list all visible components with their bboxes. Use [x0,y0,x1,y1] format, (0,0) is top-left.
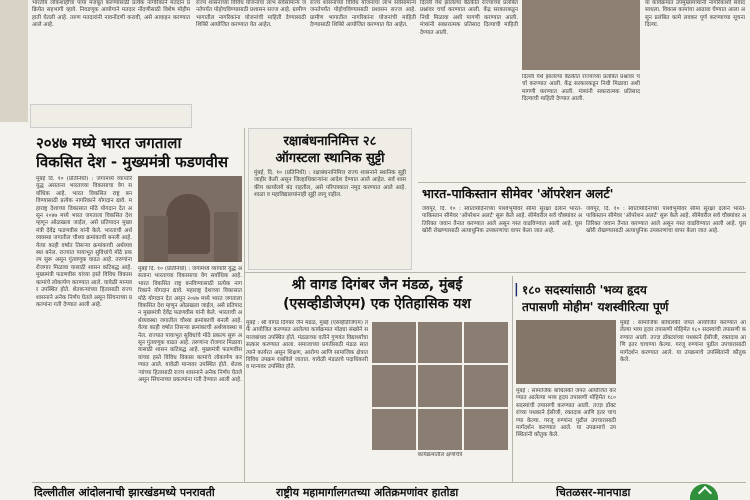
hriday-mohim-body-continued: मुंबई : सामाजिक बांधिलकी जपत आयोजित करण्यात आलेल्या भव्य हृदय तपासणी मोहिमेत १८० सदस्यांची तपासणी करण्यात आली. तज्ज्ञ डॉक्टरांच्या पथकाने ईसीजी, रक्तदाब आणि इतर चाचण्या केल्या. गरजू रुग्णांना पुढील उपचारासाठी मार्गदर्शन करण्यात आले. या उपक्रमाचे उपस्थितांनी कौतुक केले. [620,320,746,364]
divider [244,272,746,273]
top-mid2-body: राज्य शासनाच्या विविध योजनांचा लाभ सर्वसामान्य जनतेपर्यंत पोहोचविण्यासाठी प्रशासन सज्ज आहे. ग्रामीण भागातील नागरिकांना योजनांची माहिती देण्यासाठी शिबिरे आयोजित करण्यात येत आहेत. [310,0,416,29]
top-right-article [420,0,518,180]
collage-photo [372,365,416,406]
rakshabandhan-box [248,128,412,270]
divider [32,482,746,483]
bharat-2047-headline-line1: २०४७ मध्ये भारत जगताला [36,134,182,152]
bharat-2047-headline [36,134,260,172]
top-left-body: भारतीय लोकशाहीचा पाया मजबूत करण्यासाठी प्रत्येक नागरिकाने मतदान प्रक्रियेत सहभागी व्हावे. निवडणूक आयोगाने मतदार नोंदणीसाठी विशेष मोहीम हाती घेतली आहे. तरुण मतदारांनी नावनोंदणी करावी, असे आवाहन करण्यात आले आहे. [32,0,190,29]
operation-alert-headline: भारत-पाकिस्तान सीमेवर 'ऑपरेशन अलर्ट' [422,186,614,201]
jain-mandal-body [246,320,368,480]
jain-mandal-headline [244,276,510,314]
bottom-mid-headline: राष्ट्रीय महामार्गालगतच्या अतिक्रमणांवर हातोडा [276,486,459,499]
hriday-mohim-body: मुंबई : सामाजिक बांधिलकी जपत आयोजित करण्यात आलेल्या भव्य हृदय तपासणी मोहिमेत १८० सदस्यांची तपासणी करण्यात आली. तज्ज्ञ डॉक्टरांच्या पथकाने ईसीजी, रक्तदाब आणि इतर चाचण्या केल्या. गरजू रुग्णांना पुढील उपचारासाठी मार्गदर्शन करण्यात आले. या उपक्रमाचे उपस्थितांनी कौतुक केले. [516,388,616,439]
collage-photo [372,409,416,450]
operation-alert-body-col2 [586,206,746,272]
rakshabandhan-headline [249,133,411,167]
bharat-2047-body-col2 [138,266,242,496]
rakshabandhan-body: मुंबई, दि. १० (प्रतिनिधी) : रक्षाबंधनानिमित्त राज्य शासनाने स्थानिक सुट्टी जाहीर केली असून जिल्हाधिकाऱ्यांना आदेश देण्यात आले आहेत. सर्व शासकीय कार्यालये बंद राहतील, असे परिपत्रकात नमूद करण्यात आले आहे. शाळा व महाविद्यालयांनाही सुट्टी लागू राहील. [254,170,406,199]
top-right-body: दिल्ली येथे झालेल्या बैठकीत राज्याच्या प्रलंबित प्रश्नांवर चर्चा करण्यात आली. केंद्र सरकारकडून निधी मिळावा अशी मागणी करण्यात आली. मंत्र्यांनी सकारात्मक प्रतिसाद दिल्याची माहिती देण्यात आली. [420,0,518,36]
operation-alert-body-continued: जयपूर, दि. १० : स्वातंत्र्यदिनाच्या पार्श्वभूमीवर सीमा सुरक्षा दलाने भारत-पाकिस्तान सीमेवर 'ऑपरेशन अलर्ट' सुरू केले आहे. सीमेवरील सर्व चौक्यांवर अतिरिक्त जवान तैनात करण्यात आले असून गस्त वाढविण्यात आली आहे. घुसखोरी रोखण्यासाठी अत्याधुनिक उपकरणांचा वापर केला जात आहे. [586,206,746,235]
top-right-photo [522,0,640,70]
top-mid-body: राज्य शासनाच्या विविध योजनांचा लाभ सर्वसामान्य जनतेपर्यंत पोहोचविण्यासाठी प्रशासन सज्ज आहे. ग्रामीण भागातील नागरिकांना योजनांची माहिती देण्यासाठी शिबिरे आयोजित करण्यात येत आहेत. [196,0,306,29]
collage-photo [464,322,508,363]
fadnavis-photo [138,176,242,262]
bharat-2047-body: मुंबई दि. १० (प्रतिनिधी) : जगामध्ये व्यापारि युद्ध असताना भारताच्या विकासाचा वेग सर्वाधिक आहे. भारत विकसित राष्ट्र बनविण्यासाठी प्रत्येक नागरिकाने योगदान द्यावे. महाराष्ट्र देशाच्या विकासात मोठे योगदान देत असून २०४७ मध्ये भारत जगताला विकसित देश म्हणून ओळखला जाईल, असे प्रतिपादन मुख्यमंत्री देवेंद्र फडणवीस यांनी केले. भारताची अर्थव्यवस्था जगातील चौथ्या क्रमांकाची बनली आहे. येत्या काही वर्षात तिसऱ्या क्रमांकाची अर्थव्यवस्था बनेल. राज्यात पायाभूत सुविधांचे मोठे प्रकल्प सुरू असून गुंतवणूक वाढत आहे. तरुणांना रोजगार मिळावा यासाठी शासन कटिबद्ध आहे. मुख्यमंत्री फडणवीस यांच्या हस्ते विविध विकास कामांचे लोकार्पण करण्यात आले. यावेळी मान्यवर उपस्थित होते. शेतकऱ्यांच्या हितासाठी राज्य शासनाने अनेक निर्णय घेतले असून सिंचनाच्या प्रकल्पांना गती देण्यात आली आहे. [36,176,132,308]
divider [418,182,746,183]
top-right-lower-body: दिल्ली येथे झालेल्या बैठकीत राज्याच्या प्रलंबित प्रश्नांवर चर्चा करण्यात आली. केंद्र सरकारकडून निधी मिळावा अशी मागणी करण्यात आली. मंत्र्यांनी सकारात्मक प्रतिसाद दिल्याची माहिती देण्यात आली. [522,74,640,103]
jain-mandal-headline-line2: (एसव्हीडीजेएम) एक ऐतिहासिक यश [283,296,471,312]
jain-mandal-headline-line1: श्री वागड दिगंबर जैन मंडळ, मुंबई [291,277,463,293]
rakshabandhan-headline-line2: ऑगस्टला स्थानिक सुट्टी [275,151,385,166]
top-far-right-body: या कार्यक्रमात उपमुख्यमंत्र्यांनी नागरिकांशी संवाद साधला. विकास कामांचा आढावा घेण्यात आला असून प्रलंबित कामे लवकर पूर्ण करण्याच्या सूचना दिल्या. [645,0,745,29]
top-mid2-article [310,0,416,128]
operation-alert-body: जयपूर, दि. १० : स्वातंत्र्यदिनाच्या पार्श्वभूमीवर सीमा सुरक्षा दलाने भारत-पाकिस्तान सीमेवर 'ऑपरेशन अलर्ट' सुरू केले आहे. सीमेवरील सर्व चौक्यांवर अतिरिक्त जवान तैनात करण्यात आले असून गस्त वाढविण्यात आली आहे. घुसखोरी रोखण्यासाठी अत्याधुनिक उपकरणांचा वापर केला जात आहे. [422,206,582,235]
collage-photo [464,409,508,450]
rakshabandhan-headline-line1: रक्षाबंधनानिमित्त २८ [283,134,377,149]
bottom-left-headline: दिल्लीतील आंदोलनाची झारखंडमध्ये पनरावती [34,486,215,499]
bharat-2047-body-col1 [36,176,132,496]
hriday-mohim-body-col1 [516,388,616,480]
bharat-2047-body-continued: मुंबई दि. १० (प्रतिनिधी) : जगामध्ये व्यापारि युद्ध असताना भारताच्या विकासाचा वेग सर्वाधिक आहे. भारत विकसित राष्ट्र बनविण्यासाठी प्रत्येक नागरिकाने योगदान द्यावे. महाराष्ट्र देशाच्या विकासात मोठे योगदान देत असून २०४७ मध्ये भारत जगताला विकसित देश म्हणून ओळखला जाईल, असे प्रतिपादन मुख्यमंत्री देवेंद्र फडणवीस यांनी केले. भारताची अर्थव्यवस्था जगातील चौथ्या क्रमांकाची बनली आहे. येत्या काही वर्षात तिसऱ्या क्रमांकाची अर्थव्यवस्था बनेल. राज्यात पायाभूत सुविधांचे मोठे प्रकल्प सुरू असून गुंतवणूक वाढत आहे. तरुणांना रोजगार मिळावा यासाठी शासन कटिबद्ध आहे. मुख्यमंत्री फडणवीस यांच्या हस्ते विविध विकास कामांचे लोकार्पण करण्यात आले. यावेळी मान्यवर उपस्थित होते. शेतकऱ्यांच्या हितासाठी राज्य शासनाने अनेक निर्णय घेतले असून सिंचनाच्या प्रकल्पांना गती देण्यात आली आहे. [138,266,242,384]
hriday-mohim-headline [522,282,746,316]
green-badge-icon [690,484,718,500]
bharat-2047-headline-line2: विकसित देश - मुख्यमंत्री फडणवीस [36,153,228,171]
collage-photo [418,409,462,450]
collage-photo [418,322,462,363]
collage-photo [418,365,462,406]
collage-photo [464,365,508,406]
hriday-mohim-headline-line2: तपासणी मोहीम' यशस्वीरित्या पूर्ण [522,300,669,314]
bottom-right-headline: चितळसर-मानपाडा [556,486,631,499]
arrow-bullet-icon: | [514,282,519,297]
left-margin-strip [0,0,28,122]
hriday-mohim-photo [516,320,616,384]
hriday-mohim-headline-line1: १८० सदस्यांसाठी 'भव्य हृदय [522,283,647,297]
hriday-mohim-body-col2 [620,320,746,480]
top-mid-article [196,0,306,128]
top-left-box-footer [30,104,192,128]
operation-alert-body-col1 [422,206,582,272]
jain-mandal-caption: कार्यक्रमातील क्षणचित्रे [417,452,463,458]
jain-mandal-photo-collage [372,322,508,450]
top-right-lower-article [522,74,640,180]
divider [244,128,245,482]
collage-photo [372,322,416,363]
jain-mandal-body-text: मुंबई : श्री वागड दिगंबर जैन मंडळ, मुंबई (एसव्हीडीजेएम) तर्फे आयोजित करण्यात आलेल्या कार्यक्रमात मोठ्या संख्येने समाजबांधव उपस्थित होते. मंडळाच्या वतीने गुणवंत विद्यार्थ्यांचा सत्कार करण्यात आला. समाजाच्या प्रगतीसाठी मंडळ सातत्याने कार्यरत असून शिक्षण, आरोग्य आणि सामाजिक क्षेत्रात विविध उपक्रम राबविले जातात. यावेळी मंडळाचे पदाधिकारी व मान्यवर उपस्थित होते. [246,320,368,371]
divider [512,276,513,482]
top-far-right-article [645,0,745,180]
top-left-article [32,0,190,118]
